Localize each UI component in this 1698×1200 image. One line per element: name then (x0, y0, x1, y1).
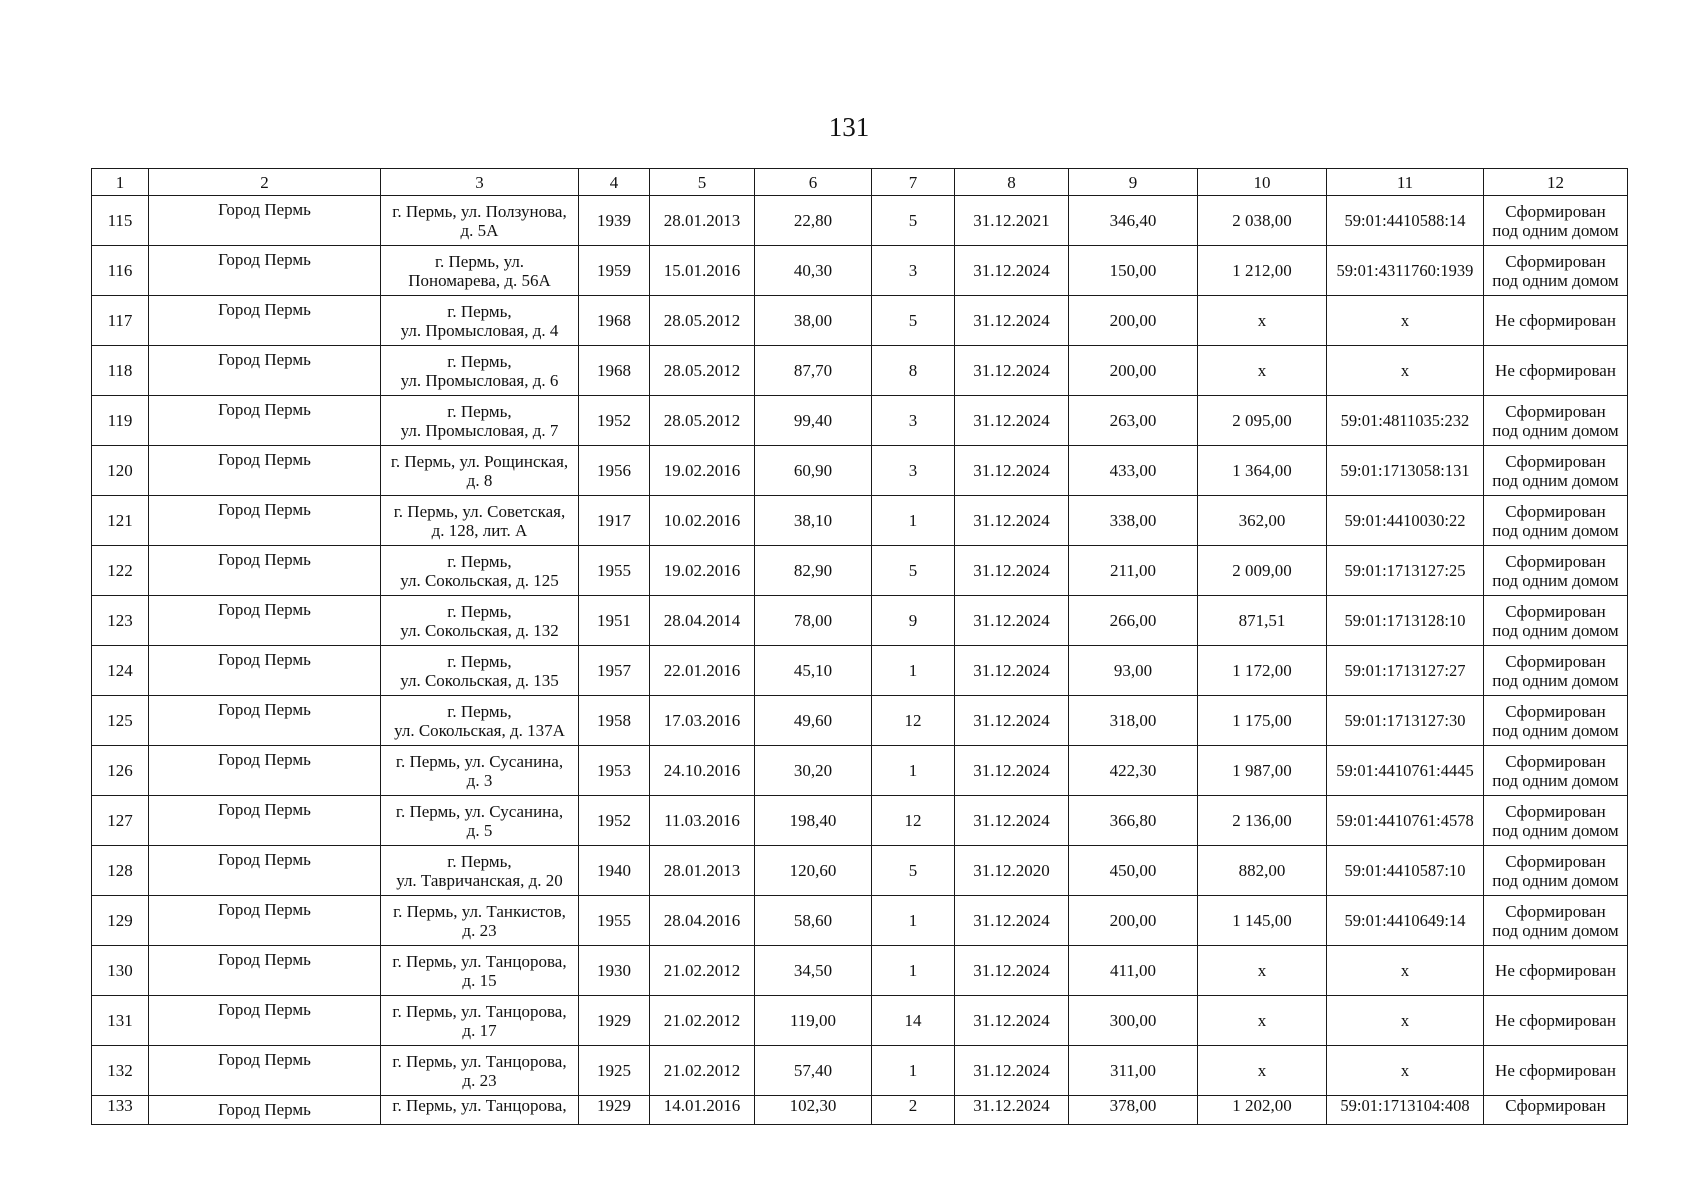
build-year-cell: 1940 (579, 846, 650, 896)
land-area-cell: 200,00 (1069, 896, 1198, 946)
municipality-cell: Город Пермь (149, 1046, 381, 1096)
land-area-cell: 318,00 (1069, 696, 1198, 746)
area-cell: 49,60 (755, 696, 872, 746)
address-cell: г. Пермь, ул. Промысловая, д. 7 (381, 396, 579, 446)
cadastral-value-cell: х (1198, 296, 1327, 346)
row-number-cell: 117 (92, 296, 149, 346)
land-area-cell: 378,00 (1069, 1096, 1198, 1125)
residents-count-cell: 1 (872, 946, 955, 996)
municipality-cell: Город Пермь (149, 996, 381, 1046)
residents-count-cell: 5 (872, 196, 955, 246)
address-cell: г. Пермь, ул. Танцорова, д. 15 (381, 946, 579, 996)
row-number-cell: 133 (92, 1096, 149, 1125)
build-year-cell: 1939 (579, 196, 650, 246)
table-row (92, 946, 1628, 996)
row-number-cell: 115 (92, 196, 149, 246)
recognition-date-cell: 21.02.2012 (650, 996, 755, 1046)
residents-count-cell: 8 (872, 346, 955, 396)
land-area-cell: 433,00 (1069, 446, 1198, 496)
municipality-cell: Город Пермь (149, 596, 381, 646)
land-status-cell: Сформирован под одним домом (1484, 596, 1628, 646)
resettlement-deadline-cell: 31.12.2024 (955, 346, 1069, 396)
table-row (92, 196, 1628, 246)
cadastral-number-cell: 59:01:4410761:4445 (1327, 746, 1484, 796)
cadastral-number-cell: 59:01:1713127:30 (1327, 696, 1484, 746)
recognition-date-cell: 28.01.2013 (650, 196, 755, 246)
row-number-cell: 124 (92, 646, 149, 696)
municipality-cell: Город Пермь (149, 746, 381, 796)
municipality-cell: Город Пермь (149, 796, 381, 846)
area-cell: 60,90 (755, 446, 872, 496)
cadastral-value-cell: х (1198, 946, 1327, 996)
address-cell: г. Пермь, ул. Пономарева, д. 56А (381, 246, 579, 296)
recognition-date-cell: 11.03.2016 (650, 796, 755, 846)
cadastral-value-cell: 2 009,00 (1198, 546, 1327, 596)
resettlement-deadline-cell: 31.12.2024 (955, 596, 1069, 646)
residents-count-cell: 1 (872, 746, 955, 796)
recognition-date-cell: 28.05.2012 (650, 346, 755, 396)
row-number-cell: 122 (92, 546, 149, 596)
area-cell: 119,00 (755, 996, 872, 1046)
land-status-cell: Не сформирован (1484, 946, 1628, 996)
land-area-cell: 200,00 (1069, 346, 1198, 396)
row-number-cell: 127 (92, 796, 149, 846)
cadastral-value-cell: х (1198, 346, 1327, 396)
row-number-cell: 120 (92, 446, 149, 496)
address-cell: г. Пермь, ул. Тавричанская, д. 20 (381, 846, 579, 896)
land-status-cell: Сформирован под одним домом (1484, 196, 1628, 246)
column-header: 3 (381, 169, 579, 196)
table-row (92, 1096, 1628, 1125)
column-header: 6 (755, 169, 872, 196)
cadastral-number-cell: 59:01:1713104:408 (1327, 1096, 1484, 1125)
cadastral-number-cell: 59:01:4311760:1939 (1327, 246, 1484, 296)
recognition-date-cell: 24.10.2016 (650, 746, 755, 796)
resettlement-deadline-cell: 31.12.2024 (955, 946, 1069, 996)
land-status-cell: Сформирован под одним домом (1484, 246, 1628, 296)
land-status-cell: Не сформирован (1484, 996, 1628, 1046)
build-year-cell: 1930 (579, 946, 650, 996)
address-cell: г. Пермь, ул. Танцорова, д. 23 (381, 1046, 579, 1096)
area-cell: 38,00 (755, 296, 872, 346)
address-cell: г. Пермь, ул. Промысловая, д. 4 (381, 296, 579, 346)
area-cell: 87,70 (755, 346, 872, 396)
address-cell: г. Пермь, ул. Ползунова, д. 5А (381, 196, 579, 246)
address-cell: г. Пермь, ул. Сокольская, д. 132 (381, 596, 579, 646)
table-row (92, 1046, 1628, 1096)
land-area-cell: 93,00 (1069, 646, 1198, 696)
municipality-cell: Город Пермь (149, 846, 381, 896)
recognition-date-cell: 19.02.2016 (650, 446, 755, 496)
row-number-cell: 129 (92, 896, 149, 946)
registry-body (92, 196, 1628, 1125)
resettlement-deadline-cell: 31.12.2024 (955, 896, 1069, 946)
address-cell: г. Пермь, ул. Танкистов, д. 23 (381, 896, 579, 946)
build-year-cell: 1968 (579, 296, 650, 346)
cadastral-value-cell: 871,51 (1198, 596, 1327, 646)
recognition-date-cell: 14.01.2016 (650, 1096, 755, 1125)
land-status-cell: Не сформирован (1484, 296, 1628, 346)
land-status-cell: Сформирован под одним домом (1484, 846, 1628, 896)
build-year-cell: 1952 (579, 396, 650, 446)
build-year-cell: 1953 (579, 746, 650, 796)
row-number-cell: 118 (92, 346, 149, 396)
recognition-date-cell: 22.01.2016 (650, 646, 755, 696)
row-number-cell: 128 (92, 846, 149, 896)
row-number-cell: 126 (92, 746, 149, 796)
municipality-cell: Город Пермь (149, 196, 381, 246)
page-number: 131 (828, 112, 870, 142)
address-cell: г. Пермь, ул. Сокольская, д. 135 (381, 646, 579, 696)
address-cell: г. Пермь, ул. Советская, д. 128, лит. А (381, 496, 579, 546)
cadastral-number-cell: 59:01:4410588:14 (1327, 196, 1484, 246)
build-year-cell: 1957 (579, 646, 650, 696)
area-cell: 38,10 (755, 496, 872, 546)
residents-count-cell: 3 (872, 396, 955, 446)
table-row (92, 846, 1628, 896)
row-number-cell: 132 (92, 1046, 149, 1096)
municipality-cell: Город Пермь (149, 246, 381, 296)
land-status-cell: Сформирован под одним домом (1484, 696, 1628, 746)
land-area-cell: 346,40 (1069, 196, 1198, 246)
build-year-cell: 1951 (579, 596, 650, 646)
row-number-cell: 123 (92, 596, 149, 646)
recognition-date-cell: 28.01.2013 (650, 846, 755, 896)
address-cell: г. Пермь, ул. Танцорова, (381, 1096, 579, 1125)
cadastral-number-cell: х (1327, 346, 1484, 396)
area-cell: 30,20 (755, 746, 872, 796)
resettlement-deadline-cell: 31.12.2024 (955, 446, 1069, 496)
table-row (92, 346, 1628, 396)
cadastral-number-cell: 59:01:1713127:25 (1327, 546, 1484, 596)
column-header: 4 (579, 169, 650, 196)
build-year-cell: 1925 (579, 1046, 650, 1096)
cadastral-value-cell: 2 038,00 (1198, 196, 1327, 246)
table-row (92, 246, 1628, 296)
land-area-cell: 411,00 (1069, 946, 1198, 996)
resettlement-deadline-cell: 31.12.2024 (955, 746, 1069, 796)
residents-count-cell: 1 (872, 646, 955, 696)
table-row (92, 746, 1628, 796)
cadastral-number-cell: 59:01:1713058:131 (1327, 446, 1484, 496)
recognition-date-cell: 17.03.2016 (650, 696, 755, 746)
column-header: 7 (872, 169, 955, 196)
column-header: 11 (1327, 169, 1484, 196)
residents-count-cell: 2 (872, 1096, 955, 1125)
residents-count-cell: 5 (872, 546, 955, 596)
land-area-cell: 266,00 (1069, 596, 1198, 646)
column-header: 1 (92, 169, 149, 196)
land-area-cell: 338,00 (1069, 496, 1198, 546)
cadastral-value-cell: 2 095,00 (1198, 396, 1327, 446)
cadastral-value-cell: 1 364,00 (1198, 446, 1327, 496)
area-cell: 22,80 (755, 196, 872, 246)
municipality-cell: Город Пермь (149, 296, 381, 346)
cadastral-value-cell: 1 212,00 (1198, 246, 1327, 296)
cadastral-number-cell: 59:01:4410030:22 (1327, 496, 1484, 546)
build-year-cell: 1952 (579, 796, 650, 846)
land-status-cell: Сформирован под одним домом (1484, 896, 1628, 946)
table-row (92, 996, 1628, 1046)
resettlement-deadline-cell: 31.12.2024 (955, 1046, 1069, 1096)
cadastral-value-cell: 1 987,00 (1198, 746, 1327, 796)
table-row (92, 796, 1628, 846)
residents-count-cell: 1 (872, 1046, 955, 1096)
table-row (92, 696, 1628, 746)
land-status-cell: Не сформирован (1484, 1046, 1628, 1096)
cadastral-number-cell: х (1327, 296, 1484, 346)
municipality-cell: Город Пермь (149, 946, 381, 996)
build-year-cell: 1955 (579, 896, 650, 946)
build-year-cell: 1955 (579, 546, 650, 596)
resettlement-deadline-cell: 31.12.2024 (955, 996, 1069, 1046)
row-number-cell: 119 (92, 396, 149, 446)
table-row (92, 646, 1628, 696)
residents-count-cell: 3 (872, 246, 955, 296)
build-year-cell: 1917 (579, 496, 650, 546)
residents-count-cell: 3 (872, 446, 955, 496)
address-cell: г. Пермь, ул. Промысловая, д. 6 (381, 346, 579, 396)
row-number-cell: 121 (92, 496, 149, 546)
resettlement-deadline-cell: 31.12.2024 (955, 796, 1069, 846)
municipality-cell: Город Пермь (149, 446, 381, 496)
land-status-cell: Сформирован под одним домом (1484, 646, 1628, 696)
address-cell: г. Пермь, ул. Сокольская, д. 125 (381, 546, 579, 596)
area-cell: 57,40 (755, 1046, 872, 1096)
cadastral-number-cell: 59:01:4811035:232 (1327, 396, 1484, 446)
cadastral-value-cell: 1 175,00 (1198, 696, 1327, 746)
row-number-cell: 116 (92, 246, 149, 296)
area-cell: 198,40 (755, 796, 872, 846)
land-status-cell: Не сформирован (1484, 346, 1628, 396)
land-status-cell: Сформирован под одним домом (1484, 496, 1628, 546)
land-area-cell: 263,00 (1069, 396, 1198, 446)
cadastral-value-cell: 882,00 (1198, 846, 1327, 896)
address-cell: г. Пермь, ул. Танцорова, д. 17 (381, 996, 579, 1046)
resettlement-deadline-cell: 31.12.2024 (955, 1096, 1069, 1125)
residents-count-cell: 9 (872, 596, 955, 646)
land-status-cell: Сформирован под одним домом (1484, 746, 1628, 796)
cadastral-value-cell: х (1198, 996, 1327, 1046)
area-cell: 120,60 (755, 846, 872, 896)
column-header: 8 (955, 169, 1069, 196)
table-row (92, 496, 1628, 546)
cadastral-value-cell: 1 145,00 (1198, 896, 1327, 946)
municipality-cell: Город Пермь (149, 696, 381, 746)
table-row (92, 546, 1628, 596)
land-status-cell: Сформирован (1484, 1096, 1628, 1125)
municipality-cell: Город Пермь (149, 896, 381, 946)
cadastral-value-cell: 1 172,00 (1198, 646, 1327, 696)
cadastral-number-cell: х (1327, 1046, 1484, 1096)
land-area-cell: 211,00 (1069, 546, 1198, 596)
column-number-row (92, 169, 1628, 196)
address-cell: г. Пермь, ул. Сусанина, д. 3 (381, 746, 579, 796)
cadastral-number-cell: 59:01:4410587:10 (1327, 846, 1484, 896)
residents-count-cell: 1 (872, 496, 955, 546)
land-status-cell: Сформирован под одним домом (1484, 396, 1628, 446)
column-header: 5 (650, 169, 755, 196)
land-area-cell: 300,00 (1069, 996, 1198, 1046)
table-row (92, 596, 1628, 646)
residents-count-cell: 12 (872, 696, 955, 746)
recognition-date-cell: 21.02.2012 (650, 946, 755, 996)
resettlement-deadline-cell: 31.12.2021 (955, 196, 1069, 246)
row-number-cell: 125 (92, 696, 149, 746)
residents-count-cell: 5 (872, 296, 955, 346)
municipality-cell: Город Пермь (149, 546, 381, 596)
housing-registry-table (91, 168, 1628, 1125)
resettlement-deadline-cell: 31.12.2024 (955, 546, 1069, 596)
recognition-date-cell: 19.02.2016 (650, 546, 755, 596)
resettlement-deadline-cell: 31.12.2024 (955, 396, 1069, 446)
cadastral-value-cell: 2 136,00 (1198, 796, 1327, 846)
municipality-cell: Город Пермь (149, 396, 381, 446)
table-row (92, 896, 1628, 946)
area-cell: 40,30 (755, 246, 872, 296)
land-status-cell: Сформирован под одним домом (1484, 796, 1628, 846)
area-cell: 82,90 (755, 546, 872, 596)
cadastral-number-cell: 59:01:1713128:10 (1327, 596, 1484, 646)
cadastral-number-cell: 59:01:4410649:14 (1327, 896, 1484, 946)
table-row (92, 296, 1628, 346)
residents-count-cell: 5 (872, 846, 955, 896)
municipality-cell: Город Пермь (149, 646, 381, 696)
area-cell: 78,00 (755, 596, 872, 646)
build-year-cell: 1968 (579, 346, 650, 396)
municipality-cell: Город Пермь (149, 496, 381, 546)
build-year-cell: 1959 (579, 246, 650, 296)
land-status-cell: Сформирован под одним домом (1484, 446, 1628, 496)
table-row (92, 446, 1628, 496)
resettlement-deadline-cell: 31.12.2024 (955, 496, 1069, 546)
column-header: 12 (1484, 169, 1628, 196)
cadastral-number-cell: 59:01:4410761:4578 (1327, 796, 1484, 846)
build-year-cell: 1958 (579, 696, 650, 746)
land-status-cell: Сформирован под одним домом (1484, 546, 1628, 596)
cadastral-number-cell: 59:01:1713127:27 (1327, 646, 1484, 696)
area-cell: 45,10 (755, 646, 872, 696)
area-cell: 34,50 (755, 946, 872, 996)
area-cell: 99,40 (755, 396, 872, 446)
address-cell: г. Пермь, ул. Сусанина, д. 5 (381, 796, 579, 846)
recognition-date-cell: 28.05.2012 (650, 296, 755, 346)
build-year-cell: 1929 (579, 1096, 650, 1125)
column-header: 2 (149, 169, 381, 196)
area-cell: 58,60 (755, 896, 872, 946)
land-area-cell: 366,80 (1069, 796, 1198, 846)
build-year-cell: 1956 (579, 446, 650, 496)
resettlement-deadline-cell: 31.12.2024 (955, 696, 1069, 746)
residents-count-cell: 1 (872, 896, 955, 946)
cadastral-value-cell: 1 202,00 (1198, 1096, 1327, 1125)
recognition-date-cell: 28.05.2012 (650, 396, 755, 446)
resettlement-deadline-cell: 31.12.2020 (955, 846, 1069, 896)
resettlement-deadline-cell: 31.12.2024 (955, 246, 1069, 296)
residents-count-cell: 14 (872, 996, 955, 1046)
municipality-cell: Город Пермь (149, 1096, 381, 1125)
residents-count-cell: 12 (872, 796, 955, 846)
column-header: 10 (1198, 169, 1327, 196)
area-cell: 102,30 (755, 1096, 872, 1125)
address-cell: г. Пермь, ул. Рощинская, д. 8 (381, 446, 579, 496)
cadastral-number-cell: х (1327, 996, 1484, 1046)
recognition-date-cell: 28.04.2014 (650, 596, 755, 646)
recognition-date-cell: 15.01.2016 (650, 246, 755, 296)
land-area-cell: 200,00 (1069, 296, 1198, 346)
resettlement-deadline-cell: 31.12.2024 (955, 646, 1069, 696)
recognition-date-cell: 21.02.2012 (650, 1046, 755, 1096)
land-area-cell: 450,00 (1069, 846, 1198, 896)
resettlement-deadline-cell: 31.12.2024 (955, 296, 1069, 346)
table-row (92, 396, 1628, 446)
cadastral-value-cell: х (1198, 1046, 1327, 1096)
land-area-cell: 422,30 (1069, 746, 1198, 796)
cadastral-value-cell: 362,00 (1198, 496, 1327, 546)
land-area-cell: 311,00 (1069, 1046, 1198, 1096)
build-year-cell: 1929 (579, 996, 650, 1046)
recognition-date-cell: 28.04.2016 (650, 896, 755, 946)
address-cell: г. Пермь, ул. Сокольская, д. 137А (381, 696, 579, 746)
municipality-cell: Город Пермь (149, 346, 381, 396)
cadastral-number-cell: х (1327, 946, 1484, 996)
row-number-cell: 131 (92, 996, 149, 1046)
row-number-cell: 130 (92, 946, 149, 996)
recognition-date-cell: 10.02.2016 (650, 496, 755, 546)
column-header: 9 (1069, 169, 1198, 196)
land-area-cell: 150,00 (1069, 246, 1198, 296)
